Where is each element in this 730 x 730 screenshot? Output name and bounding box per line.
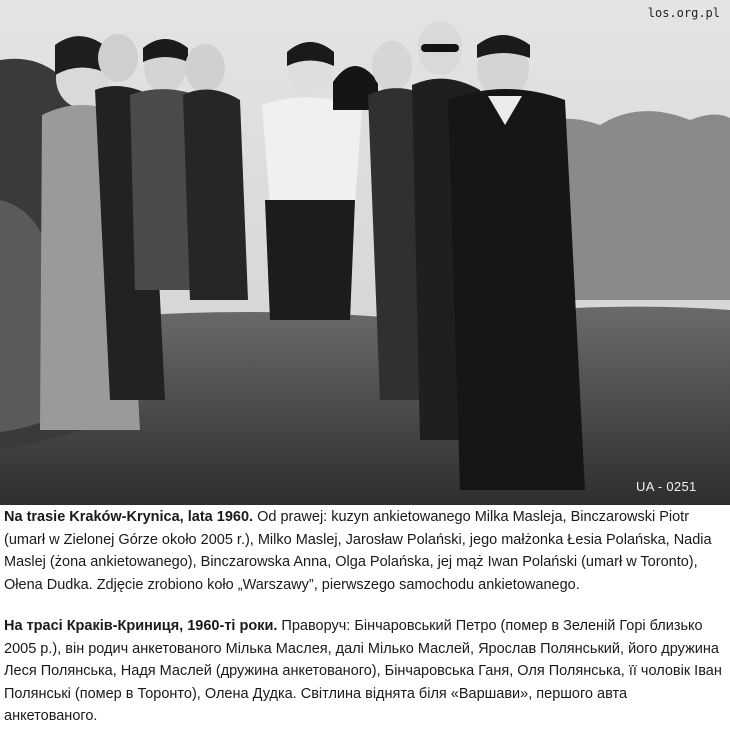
site-watermark: los.org.pl	[647, 6, 720, 20]
caption-polish-title: Na trasie Kraków-Krynica, lata 1960.	[4, 509, 254, 525]
caption-ukrainian-body: Праворуч: Бінчаровський Петро (помер в Зеленій Горі близько 2005 р.), він родич анкетованого Мілька Маслея, далі Мілько Маслей, Ярослав Полянський, його дружина Леся Полянська, Надя Маслей (дружина анкетованого), Бінчаровська Ганя, Оля Полянська, її чоловік Іван Полянські (помер в Торонто), Олена Дудка. Світлина віднята біля «Варшави», першого авта анкетованого.	[4, 618, 722, 724]
caption-polish	[4, 506, 722, 596]
photo-id-label: UA - 0251	[636, 479, 697, 494]
caption-polish-body: Od prawej: kuzyn ankietowanego Milka Masleja, Binczarowski Piotr (umarł w Zielonej Górze około 2005 r.), Milko Maslej, Jarosław Polański, jego małżonka Łesia Polańska, Nadia Maslej (żona ankietowanego), Binczarowska Anna, Olga Polańska, jej mąż Iwan Polański (umarł w Toronto), Ołena Dudka. Zdjęcie zrobiono koło „Warszawy”, pierwszego samochodu ankietowanego.	[4, 509, 712, 593]
caption-ukrainian	[4, 615, 722, 728]
caption-ukrainian-title: На трасі Краків-Криниця, 1960-ті роки.	[4, 618, 278, 634]
